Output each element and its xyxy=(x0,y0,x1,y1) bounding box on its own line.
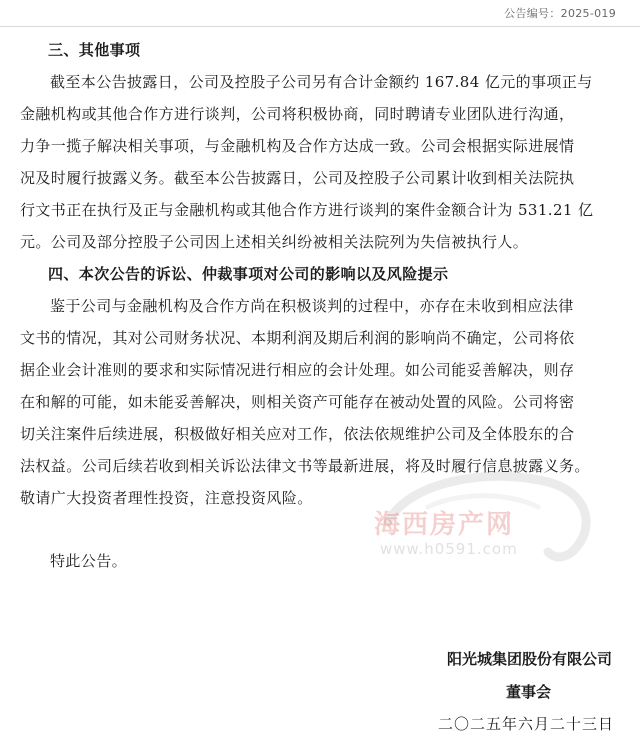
signature-board: 董事会 xyxy=(506,683,552,701)
paragraph-line: 法权益。公司后续若收到相关诉讼法律文书等最新进展，将及时履行信息披露义务。 xyxy=(20,457,590,475)
paragraph-line: 行文书正在执行及正与金融机构或其他合作方进行谈判的案件金额合计为 531.21 亿 xyxy=(20,201,594,219)
paragraph-line: 金融机构或其他合作方进行谈判，公司将积极协商，同时聘请专业团队进行沟通， xyxy=(20,105,575,123)
paragraph-line: 截至本公告披露日，公司及控股子公司另有合计金额约 167.84 亿元的事项正与 xyxy=(50,73,593,91)
watermark-text: 海西房产网 xyxy=(374,510,515,540)
paragraph-line: 在和解的可能，如未能妥善解决，则相关资产可能存在被动处置的风险。公司将密 xyxy=(20,393,575,411)
watermark-url: www.h0591.com xyxy=(380,540,518,558)
signature-date: 二〇二五年六月二十三日 xyxy=(437,715,614,733)
paragraph-line: 元。公司及部分控股子公司因上述相关纠纷被相关法院列为失信被执行人。 xyxy=(20,233,529,251)
paragraph-line: 况及时履行披露义务。截至本公告披露日，公司及控股子公司累计收到相关法院执 xyxy=(20,169,575,187)
paragraph-line: 敬请广大投资者理性投资，注意投资风险。 xyxy=(20,489,313,507)
paragraph-line: 鉴于公司与金融机构及合作方尚在积极谈判的过程中，亦存在未收到相应法律 xyxy=(50,297,574,315)
section-heading-other-matters: 三、其他事项 xyxy=(48,41,141,59)
page-header xyxy=(0,0,640,27)
closing-statement: 特此公告。 xyxy=(50,552,128,570)
paragraph-line: 力争一揽子解决相关事项，与金融机构及合作方达成一致。公司会根据实际进展情 xyxy=(20,137,575,155)
section-heading-impact-risk: 四、本次公告的诉讼、仲裁事项对公司的影响以及风险提示 xyxy=(48,265,449,283)
paragraph-line: 据企业会计准则的要求和实际情况进行相应的会计处理。如公司能妥善解决，则存 xyxy=(20,361,575,379)
paragraph-line: 切关注案件后续进展，积极做好相关应对工作，依法依规维护公司及全体股东的合 xyxy=(20,425,575,443)
announcement-number: 公告编号：2025-019 xyxy=(504,7,616,20)
paragraph-line: 文书的情况，其对公司财务状况、本期利润及期后利润的影响尚不确定，公司将依 xyxy=(20,329,575,347)
signature-company: 阳光城集团股份有限公司 xyxy=(446,650,612,668)
